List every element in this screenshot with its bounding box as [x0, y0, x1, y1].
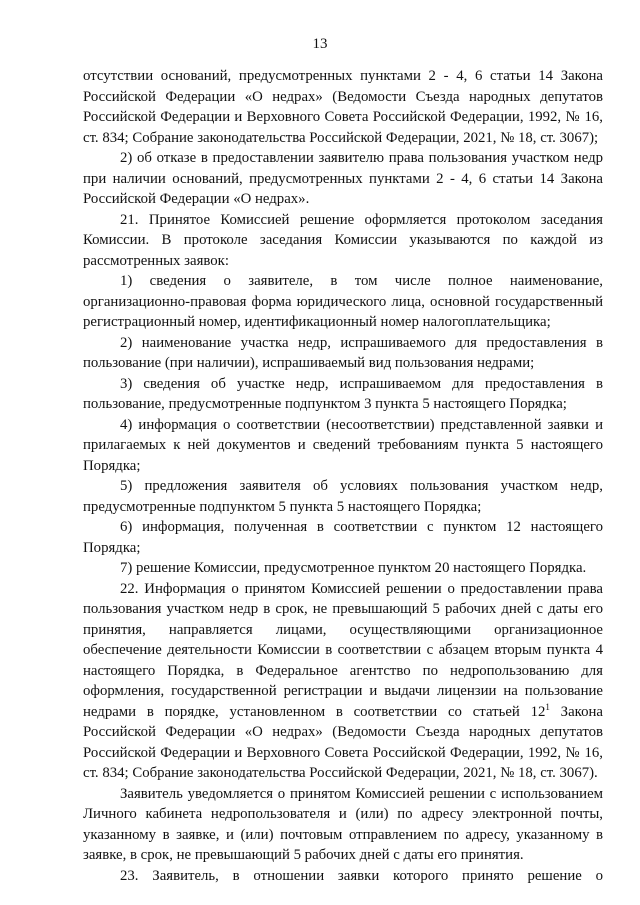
- article-superscript: 1: [545, 701, 550, 712]
- paragraph-23: 23. Заявитель, в отношении заявки которого принято решение о: [120, 867, 603, 884]
- paragraph-continuation: отсутствии оснований, предусмотренных пунктами 2 - 4, 6 статьи 14 Закона Российской Федерации «О недрах» (Ведомости Съезда народных депутатов Российской Федерации и Верховного Совета Российской Федерации, 1992, № 16, ст. 834; Собрание законодательства Российской Федерации, 2021, № 18, ст. 3067);: [83, 68, 603, 146]
- paragraph-22-text-before: 22. Информация о принятом Комиссией решении о предоставлении права пользования участком недр в срок, не превышающий 5 рабочих дней с даты его принятия, направляется лицами, осуществляющими организационное обеспечение деятельности Комиссии в соответствии с абзацем вторым пункта 4 настоящего Порядка, в Федеральное агентство по недропользованию для оформления, государственной регистрации и выдачи лицензии на пользование недрами в порядке, установленном в соответствии со статьей 12: [83, 580, 603, 720]
- paragraph-notification: Заявитель уведомляется о принятом Комиссией решении с использованием Личного кабинета недропользователя и (или) по адресу электронной почты, указанному в заявке, и (или) почтовым отправлением по адресу, указанному в заявке, в срок, не превышающий 5 рабочих дней с даты его принятия.: [83, 785, 603, 863]
- document-body: [83, 66, 603, 886]
- list-item-6: 6) информация, полученная в соответствии с пунктом 12 настоящего Порядка;: [83, 519, 603, 556]
- paragraph-22: [83, 579, 603, 784]
- paragraph-21: 21. Принятое Комиссией решение оформляется протоколом заседания Комиссии. В протоколе заседания Комиссии указываются по каждой из рассмотренных заявок:: [83, 211, 603, 269]
- page-number: 13: [312, 36, 328, 52]
- list-item-7: 7) решение Комиссии, предусмотренное пунктом 20 настоящего Порядка.: [120, 560, 587, 576]
- list-item-3: 3) сведения об участке недр, испрашиваемом для предоставления в пользование, предусмотренные подпунктом 3 пункта 5 настоящего Порядка;: [83, 375, 603, 412]
- list-item-1: 1) сведения о заявителе, в том числе полное наименование, организационно-правовая форма юридического лица, основной государственный регистрационный номер, идентификационный номер налогоплательщика;: [83, 273, 603, 330]
- list-item-2: 2) наименование участка недр, испрашиваемого для предоставления в пользование (при наличии), испрашиваемый вид пользования недрами;: [83, 334, 603, 371]
- list-item-5: 5) предложения заявителя об условиях пользования участком недр, предусмотренные подпунктом 5 пункта 5 настоящего Порядка;: [83, 478, 603, 515]
- paragraph-22-text-after: Закона Российской Федерации «О недрах» (Ведомости Съезда народных депутатов Российской Федерации и Верховного Совета Российской Федерации, 1992, № 16, ст. 834; Собрание законодательства Российской Федерации, 2021, № 18, ст. 3067).: [83, 703, 603, 781]
- list-item-4: 4) информация о соответствии (несоответствии) представленной заявки и прилагаемых к ней документов и сведений требованиям пункта 5 настоящего Порядка;: [83, 416, 603, 474]
- paragraph-2-refusal: 2) об отказе в предоставлении заявителю права пользования участком недр при наличии оснований, предусмотренных пунктами 2 - 4, 6 статьи 14 Закона Российской Федерации «О недрах».: [83, 150, 603, 207]
